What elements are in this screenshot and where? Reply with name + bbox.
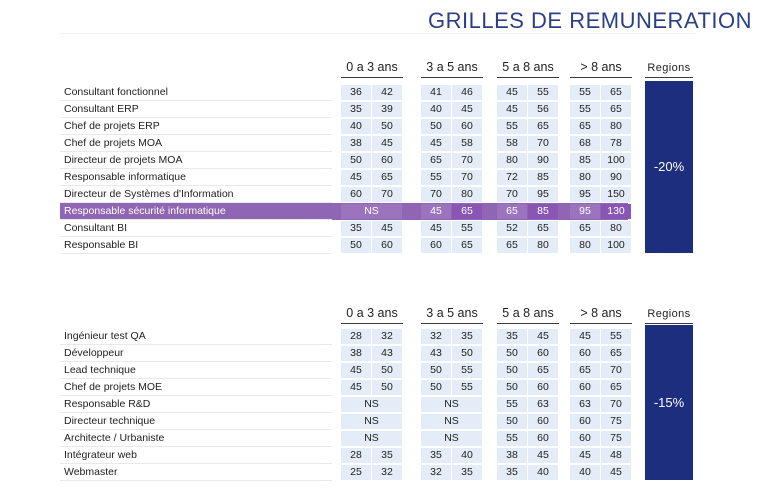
- salary-min-cell: 36: [341, 85, 371, 100]
- salary-max-cell: 45: [372, 136, 402, 151]
- salary-max-cell: 65: [601, 102, 631, 117]
- column-header-underline: [421, 77, 483, 78]
- salary-min-cell: 55: [497, 119, 527, 134]
- salary-min-cell: 60: [570, 414, 600, 429]
- salary-cell: NS: [421, 397, 482, 412]
- salary-max-cell: 65: [528, 221, 558, 236]
- region-adjustment: -15%: [645, 325, 693, 480]
- salary-max-cell: 45: [528, 329, 558, 344]
- table-row: [60, 220, 635, 237]
- table-row: [60, 152, 635, 169]
- column-header-underline: [341, 323, 403, 324]
- salary-min-cell: 28: [341, 329, 371, 344]
- salary-min-cell: 50: [497, 363, 527, 378]
- row-label: Consultant ERP: [64, 103, 139, 115]
- salary-max-cell: 65: [452, 204, 482, 219]
- salary-max-cell: 85: [528, 204, 558, 219]
- salary-max-cell: 32: [372, 329, 402, 344]
- salary-min-cell: 60: [570, 431, 600, 446]
- salary-max-cell: 90: [528, 153, 558, 168]
- salary-max-cell: 32: [372, 465, 402, 480]
- salary-max-cell: 75: [601, 414, 631, 429]
- salary-max-cell: 70: [528, 136, 558, 151]
- salary-min-cell: 60: [421, 238, 451, 253]
- salary-max-cell: 42: [372, 85, 402, 100]
- salary-max-cell: 45: [601, 465, 631, 480]
- row-label: Chef de projets MOA: [64, 137, 163, 149]
- table-row: [60, 186, 635, 203]
- salary-min-cell: 80: [497, 153, 527, 168]
- salary-max-cell: 65: [528, 119, 558, 134]
- salary-max-cell: 55: [601, 329, 631, 344]
- salary-min-cell: 35: [341, 102, 371, 117]
- salary-max-cell: 58: [452, 136, 482, 151]
- row-label: Lead technique: [64, 364, 136, 376]
- salary-max-cell: 50: [372, 119, 402, 134]
- salary-max-cell: 70: [452, 170, 482, 185]
- salary-max-cell: 48: [601, 448, 631, 463]
- salary-min-cell: 45: [421, 221, 451, 236]
- salary-min-cell: 50: [497, 380, 527, 395]
- salary-max-cell: 150: [601, 187, 631, 202]
- salary-max-cell: 55: [452, 363, 482, 378]
- salary-max-cell: 45: [452, 102, 482, 117]
- row-label: Consultant BI: [64, 222, 128, 234]
- salary-min-cell: 60: [341, 187, 371, 202]
- salary-min-cell: 40: [341, 119, 371, 134]
- salary-max-cell: 90: [601, 170, 631, 185]
- salary-min-cell: 55: [570, 102, 600, 117]
- salary-max-cell: 45: [528, 448, 558, 463]
- salary-max-cell: 56: [528, 102, 558, 117]
- salary-cell: NS: [421, 414, 482, 429]
- salary-min-cell: 80: [570, 170, 600, 185]
- table-row: [60, 379, 635, 396]
- salary-max-cell: 80: [601, 119, 631, 134]
- salary-min-cell: 45: [497, 102, 527, 117]
- table-row: [60, 396, 635, 413]
- salary-max-cell: 95: [528, 187, 558, 202]
- column-header: 5 a 8 ans: [502, 60, 554, 74]
- column-header: 0 a 3 ans: [346, 60, 398, 74]
- salary-min-cell: 60: [570, 380, 600, 395]
- salary-min-cell: 50: [421, 363, 451, 378]
- salary-min-cell: 43: [421, 346, 451, 361]
- salary-min-cell: 65: [497, 238, 527, 253]
- salary-max-cell: 46: [452, 85, 482, 100]
- regions-header: Regions: [647, 62, 691, 74]
- salary-cell: NS: [341, 431, 402, 446]
- salary-max-cell: 100: [601, 238, 631, 253]
- row-divider: [60, 480, 332, 481]
- salary-min-cell: 70: [497, 187, 527, 202]
- salary-min-cell: 50: [497, 346, 527, 361]
- salary-max-cell: 60: [528, 346, 558, 361]
- column-header-underline: [570, 323, 632, 324]
- salary-min-cell: 50: [341, 153, 371, 168]
- row-label: Ingénieur test QA: [64, 330, 146, 342]
- row-label: Responsable sécurité informatique: [64, 205, 226, 217]
- salary-min-cell: 68: [570, 136, 600, 151]
- column-header: 3 a 5 ans: [426, 306, 478, 320]
- table-row: [60, 464, 635, 481]
- salary-max-cell: 60: [528, 414, 558, 429]
- salary-min-cell: 55: [497, 431, 527, 446]
- table-row: [60, 101, 635, 118]
- salary-min-cell: 58: [497, 136, 527, 151]
- row-label: Responsable BI: [64, 239, 139, 251]
- salary-max-cell: 65: [601, 380, 631, 395]
- salary-min-cell: 50: [421, 119, 451, 134]
- column-header: 0 a 3 ans: [346, 306, 398, 320]
- salary-max-cell: 75: [601, 431, 631, 446]
- salary-max-cell: 85: [528, 170, 558, 185]
- row-label: Développeur: [64, 347, 124, 359]
- salary-min-cell: 50: [421, 380, 451, 395]
- row-label: Responsable R&D: [64, 398, 151, 410]
- salary-min-cell: 40: [570, 465, 600, 480]
- table-row: [60, 135, 635, 152]
- table-row: [60, 84, 635, 101]
- salary-min-cell: 45: [341, 363, 371, 378]
- salary-min-cell: 50: [497, 414, 527, 429]
- salary-min-cell: 28: [341, 448, 371, 463]
- table-row: [60, 118, 635, 135]
- salary-cell: NS: [421, 431, 482, 446]
- salary-max-cell: 35: [452, 329, 482, 344]
- salary-min-cell: 45: [421, 136, 451, 151]
- salary-cell: NS: [341, 414, 402, 429]
- salary-max-cell: 70: [601, 363, 631, 378]
- regions-header-underline: [645, 77, 693, 78]
- salary-max-cell: 70: [601, 397, 631, 412]
- row-label: Chef de projets MOE: [64, 381, 163, 393]
- regions-header-underline: [645, 323, 693, 324]
- table-row: [60, 345, 635, 362]
- salary-min-cell: 70: [421, 187, 451, 202]
- salary-max-cell: 65: [452, 238, 482, 253]
- column-header-underline: [341, 77, 403, 78]
- salary-min-cell: 35: [497, 465, 527, 480]
- salary-min-cell: 45: [570, 329, 600, 344]
- salary-max-cell: 45: [372, 221, 402, 236]
- row-label: Responsable informatique: [64, 171, 186, 183]
- column-header: 5 a 8 ans: [502, 306, 554, 320]
- region-adjustment: -20%: [645, 81, 693, 253]
- salary-max-cell: 60: [528, 431, 558, 446]
- salary-max-cell: 80: [601, 221, 631, 236]
- table-row: [60, 413, 635, 430]
- row-label: Directeur de projets MOA: [64, 154, 183, 166]
- salary-max-cell: 78: [601, 136, 631, 151]
- salary-min-cell: 45: [341, 380, 371, 395]
- salary-max-cell: 50: [372, 380, 402, 395]
- salary-min-cell: 41: [421, 85, 451, 100]
- salary-min-cell: 32: [421, 465, 451, 480]
- row-label: Chef de projets ERP: [64, 120, 160, 132]
- table-row: [60, 203, 635, 220]
- column-header: 3 a 5 ans: [426, 60, 478, 74]
- column-header-underline: [421, 323, 483, 324]
- salary-max-cell: 70: [372, 187, 402, 202]
- salary-cell: NS: [341, 204, 402, 219]
- salary-min-cell: 32: [421, 329, 451, 344]
- salary-max-cell: 40: [528, 465, 558, 480]
- salary-max-cell: 43: [372, 346, 402, 361]
- salary-min-cell: 40: [421, 102, 451, 117]
- row-label: Intégrateur web: [64, 449, 137, 461]
- salary-min-cell: 38: [341, 136, 371, 151]
- salary-min-cell: 55: [570, 85, 600, 100]
- row-divider: [60, 253, 332, 254]
- salary-min-cell: 38: [497, 448, 527, 463]
- salary-min-cell: 65: [570, 221, 600, 236]
- salary-max-cell: 55: [452, 221, 482, 236]
- salary-max-cell: 50: [372, 363, 402, 378]
- salary-max-cell: 60: [372, 238, 402, 253]
- regions-header: Regions: [647, 308, 691, 320]
- column-header-underline: [497, 77, 559, 78]
- salary-min-cell: 25: [341, 465, 371, 480]
- salary-max-cell: 60: [372, 153, 402, 168]
- salary-max-cell: 55: [452, 380, 482, 395]
- salary-max-cell: 40: [452, 448, 482, 463]
- salary-min-cell: 52: [497, 221, 527, 236]
- salary-min-cell: 50: [341, 238, 371, 253]
- salary-min-cell: 95: [570, 204, 600, 219]
- row-label: Webmaster: [64, 466, 118, 478]
- salary-min-cell: 60: [570, 346, 600, 361]
- salary-min-cell: 65: [497, 204, 527, 219]
- salary-max-cell: 60: [528, 380, 558, 395]
- salary-min-cell: 45: [570, 448, 600, 463]
- salary-max-cell: 35: [372, 448, 402, 463]
- table-row: [60, 169, 635, 186]
- salary-min-cell: 65: [421, 153, 451, 168]
- salary-min-cell: 85: [570, 153, 600, 168]
- salary-max-cell: 65: [528, 363, 558, 378]
- page-title: GRILLES DE REMUNERATION: [428, 8, 753, 33]
- salary-max-cell: 65: [601, 85, 631, 100]
- salary-max-cell: 39: [372, 102, 402, 117]
- salary-min-cell: 45: [341, 170, 371, 185]
- title-divider: [60, 33, 695, 34]
- table-row: [60, 237, 635, 254]
- salary-max-cell: 130: [601, 204, 631, 219]
- salary-min-cell: 38: [341, 346, 371, 361]
- salary-min-cell: 63: [570, 397, 600, 412]
- table-row: [60, 362, 635, 379]
- salary-min-cell: 35: [497, 329, 527, 344]
- salary-max-cell: 80: [452, 187, 482, 202]
- salary-max-cell: 70: [452, 153, 482, 168]
- column-header-underline: [570, 77, 632, 78]
- row-label: Consultant fonctionnel: [64, 86, 168, 98]
- salary-max-cell: 100: [601, 153, 631, 168]
- row-label: Architecte / Urbaniste: [64, 432, 165, 444]
- column-header: > 8 ans: [580, 306, 622, 320]
- row-label: Directeur technique: [64, 415, 156, 427]
- salary-max-cell: 60: [452, 119, 482, 134]
- table-row: [60, 430, 635, 447]
- salary-min-cell: 55: [421, 170, 451, 185]
- table-row: [60, 328, 635, 345]
- salary-max-cell: 50: [452, 346, 482, 361]
- salary-min-cell: 45: [497, 85, 527, 100]
- salary-max-cell: 65: [372, 170, 402, 185]
- row-label: Directeur de Systèmes d'Information: [64, 188, 234, 200]
- salary-min-cell: 45: [421, 204, 451, 219]
- salary-min-cell: 65: [570, 363, 600, 378]
- salary-min-cell: 55: [497, 397, 527, 412]
- salary-max-cell: 35: [452, 465, 482, 480]
- salary-min-cell: 72: [497, 170, 527, 185]
- salary-max-cell: 65: [601, 346, 631, 361]
- column-header-underline: [497, 323, 559, 324]
- salary-min-cell: 80: [570, 238, 600, 253]
- salary-max-cell: 63: [528, 397, 558, 412]
- salary-max-cell: 80: [528, 238, 558, 253]
- column-header: > 8 ans: [580, 60, 622, 74]
- salary-max-cell: 55: [528, 85, 558, 100]
- salary-min-cell: 35: [341, 221, 371, 236]
- salary-min-cell: 65: [570, 119, 600, 134]
- salary-cell: NS: [341, 397, 402, 412]
- salary-min-cell: 35: [421, 448, 451, 463]
- table-row: [60, 447, 635, 464]
- salary-min-cell: 95: [570, 187, 600, 202]
